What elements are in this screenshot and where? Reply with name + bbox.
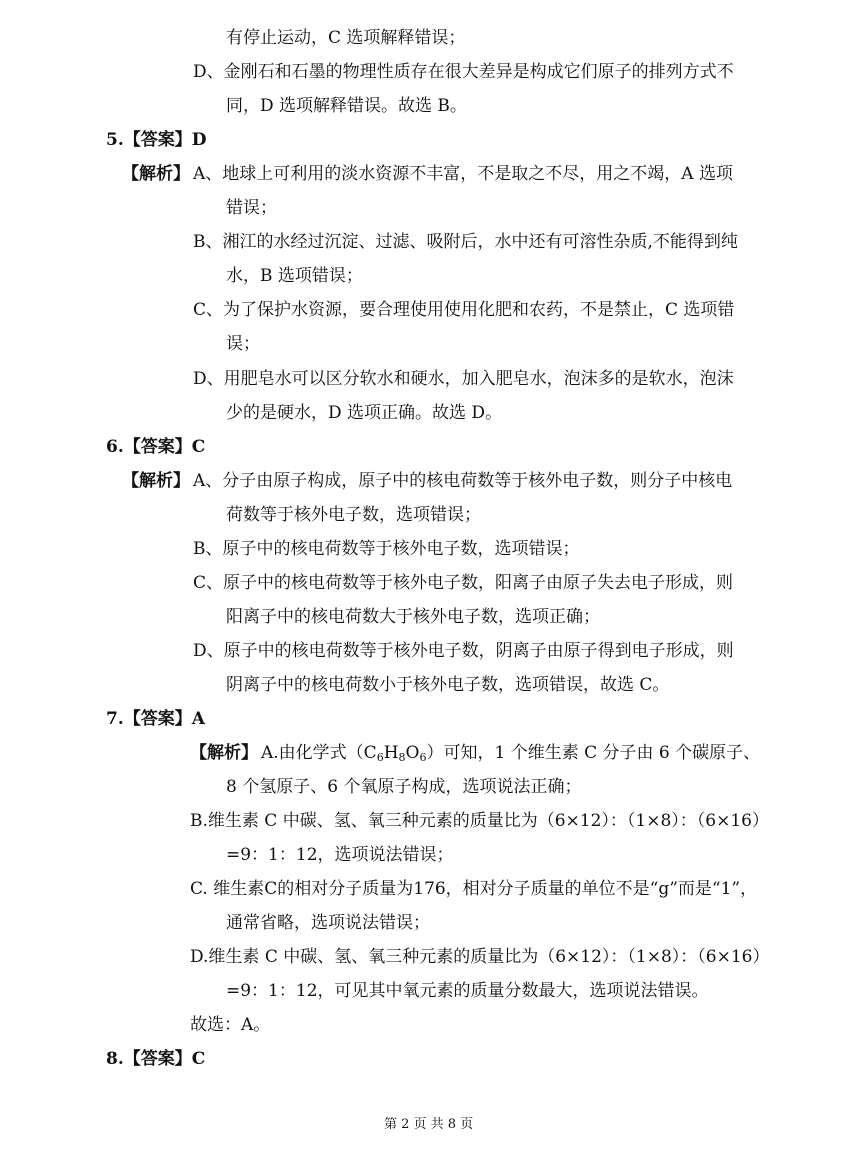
text-line: 水，B 选项错误； (226, 266, 363, 286)
text-line: 通常省略，选项说法错误； (226, 913, 430, 933)
text-line: 8 个氢原子、6 个氧原子构成，选项说法正确； (226, 777, 582, 797)
text-line: D、原子中的核电荷数等于核外电子数，阴离子由原子得到电子形成，则 (193, 641, 734, 661)
text-line: 错误； (226, 198, 277, 218)
answer-heading-6: 6.【答案】C (106, 437, 206, 457)
analysis-label: 【解析】 (122, 164, 190, 184)
text-line: B、原子中的核电荷数等于核外电子数，选项错误； (193, 539, 580, 559)
answer-heading-5: 5.【答案】D (106, 130, 207, 150)
text-line: D、用肥皂水可以区分软水和硬水，加入肥皂水，泡沫多的是软水，泡沫 (193, 369, 734, 389)
text-line: 阳离子中的核电荷数大于核外电子数，选项正确； (226, 607, 600, 627)
answer-heading-8: 8.【答案】C (106, 1049, 206, 1069)
text-line: B.维生素 C 中碳、氢、氧三种元素的质量比为（6×12）：（1×8）：（6×16） (190, 811, 769, 831)
answer-heading-7: 7.【答案】A (106, 709, 205, 729)
text-line: 荷数等于核外电子数，选项错误； (226, 505, 481, 525)
text-line: 故选：A。 (190, 1015, 271, 1035)
analysis-label: 【解析】 (122, 471, 190, 491)
text-line: 少的是硬水，D 选项正确。故选 D。 (226, 403, 503, 423)
text-line: C. 维生素C的相对分子质量为176，相对分子质量的单位不是“g”而是“1”， (190, 879, 758, 899)
text-line: A、地球上可利用的淡水资源不丰富，不是取之不尽，用之不竭，A 选项 (193, 164, 733, 184)
analysis-label: 【解析】 (190, 743, 258, 763)
text-line: =9：1：12，可见其中氧元素的质量分数最大，选项说法错误。 (226, 981, 709, 1001)
text-line: A、分子由原子构成，原子中的核电荷数等于核外电子数，则分子中核电 (193, 471, 733, 491)
text-line: D.维生素 C 中碳、氢、氧三种元素的质量比为（6×12）：（1×8）：（6×16） (190, 947, 770, 967)
text-line: 误； (226, 334, 260, 354)
text-line: 阴离子中的核电荷数小于核外电子数，选项错误，故选 C。 (226, 675, 670, 695)
text-line: C、为了保护水资源，要合理使用使用化肥和农药，不是禁止，C 选项错 (193, 300, 735, 320)
text-line: 同，D 选项解释错误。故选 B。 (226, 96, 467, 116)
page-footer: 第 2 页 共 8 页 (384, 1117, 474, 1132)
formula-line: A.由化学式$(C_6H_8O_6)$可知，1 个维生素 C 分子由 6 个碳原子、 (261, 743, 761, 764)
text-line: B、湘江的水经过沉淀、过滤、吸附后，水中还有可溶性杂质,不能得到纯 (193, 232, 738, 252)
text-line: 有停止运动，C 选项解释错误； (226, 28, 466, 48)
text-line: C、原子中的核电荷数等于核外电子数，阳离子由原子失去电子形成，则 (193, 573, 734, 593)
text-line: D、金刚石和石墨的物理性质存在很大差异是构成它们原子的排列方式不 (193, 62, 734, 82)
text-line: =9：1：12，选项说法错误； (226, 845, 454, 865)
